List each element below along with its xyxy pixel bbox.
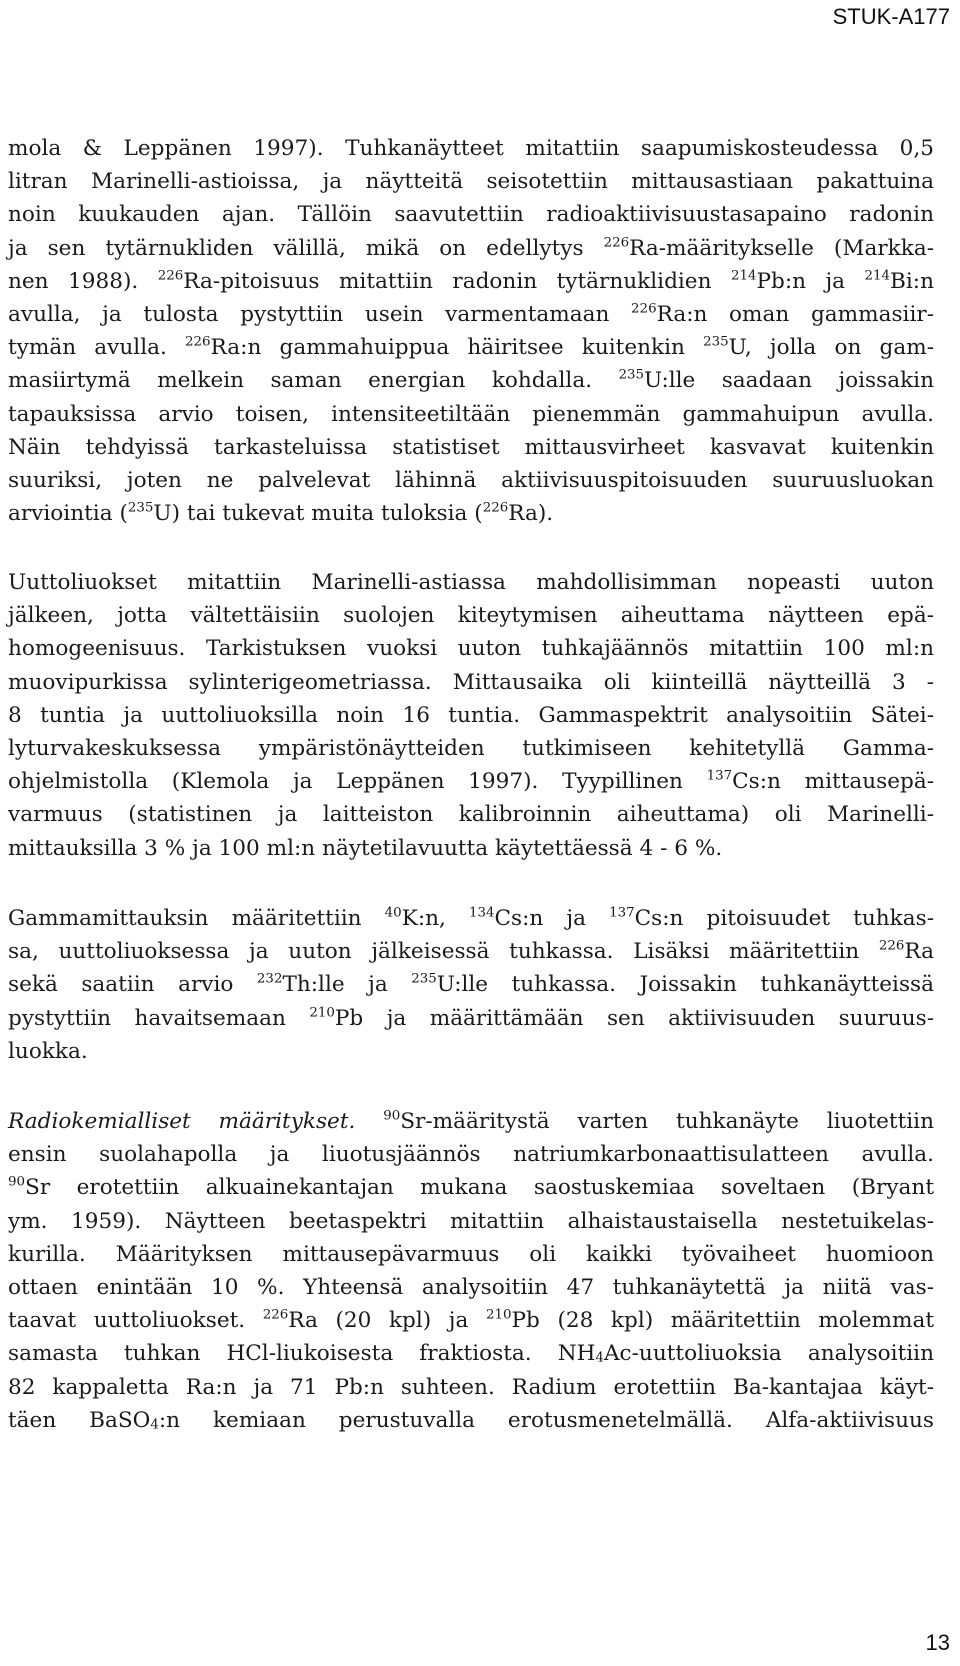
page-number: 13 [925, 1630, 950, 1655]
text-line: Uuttoliuokset mitattiin Marinelli-astiassa mahdollisimman nopeasti uuton [8, 570, 934, 595]
text-line: litran Marinelli-astioissa, ja näytteitä seisotettiin mittausastiaan pakattuina [8, 169, 934, 195]
text-line: muovipurkissa sylinterigeometriassa. Mittausaika oli kiinteillä näytteillä 3 - [8, 669, 934, 695]
text-line: nen 1988). $^{226}$Ra-pitoisuus mitattiin radonin tytärnuklidien $^{214}$Pb:n ja $^{214}$Bi:n [8, 268, 934, 294]
text-line: kurilla. Määrityksen mittausepävarmuus oli kaikki työvaiheet huomioon [8, 1241, 934, 1267]
text-line: ohjelmistolla (Klemola ja Leppänen 1997). Tyypillinen $^{137}$Cs:n mittausepä- [8, 768, 935, 795]
text-line: pystyttiin havaitsemaan $^{210}$Pb ja määrittämään sen aktiivisuuden suuruus- [8, 1005, 934, 1031]
text-line: masiirtymä melkein saman energian kohdalla. $^{235}$U:lle saadaan joissakin [8, 368, 934, 394]
section-heading: Radiokemialliset määritykset. [8, 1109, 356, 1134]
paragraph-2 [8, 566, 934, 865]
text-line: noin kuukauden ajan. Tällöin saavutettiin radioaktiivisuustasapaino radonin [8, 202, 934, 228]
text-line: mittauksilla 3 % ja 100 ml:n näytetilavuutta käytettäessä 4 - 6 %. [8, 835, 723, 861]
text-line: suuriksi, joten ne palvelevat lähinnä aktiivisuuspitoisuuden suuruusluokan [8, 468, 934, 494]
text-line: täen BaSO$_4$:n kemiaan perustuvalla erotusmenetelmällä. Alfa-aktiivisuus [8, 1407, 934, 1433]
text-line: sa, uuttoliuoksessa ja uuton jälkeisessä tuhkassa. Lisäksi määritettiin $^{226}$Ra [8, 938, 934, 965]
text-line: Radiokemialliset määritykset. $^{90}$Sr-määritystä varten tuhkanäyte liuotettiin [8, 1108, 934, 1134]
text-line: ottaen enintään 10 %. Yhteensä analysoitiin 47 tuhkanäytettä ja niitä vas- [8, 1275, 934, 1301]
paragraph-3 [8, 902, 934, 1068]
text-line: mola & Leppänen 1997). Tuhkanäytteet mitattiin saapumiskosteudessa 0,5 [8, 136, 934, 161]
text-line: ym. 1959). Näytteen beetaspektri mitattiin alhaistaustaisella nestetuikelas- [8, 1208, 934, 1234]
text-line: ja sen tytärnukliden välillä, mikä on edellytys $^{226}$Ra-määritykselle (Markka- [8, 235, 934, 261]
text-line: avulla, ja tulosta pystyttiin usein varmentamaan $^{226}$Ra:n oman gammasiir- [8, 301, 934, 328]
text-line: tapauksissa arvio toisen, intensiteetiltään pienemmän gammahuipun avulla. [8, 401, 934, 427]
text-line: luokka. [8, 1038, 88, 1064]
text-line: jälkeen, jotta vältettäisiin suolojen kiteytymisen aiheuttama näytteen epä- [8, 603, 934, 629]
text-line: 8 tuntia ja uuttoliuoksilla noin 16 tuntia. Gammaspektrit analysoitiin Sätei- [8, 702, 934, 728]
text-line: ensin suolahapolla ja liuotusjäännös natriumkarbonaattisulatteen avulla. [8, 1142, 934, 1168]
page-header: STUK-A177 [832, 4, 950, 29]
text-line: $^{90}$Sr erotettiin alkuainekantajan mukana saostuskemiaa soveltaen (Bryant [8, 1175, 934, 1201]
text-line: sekä saatiin arvio $^{232}$Th:lle ja $^{235}$U:lle tuhkassa. Joissakin tuhkanäytteissä [8, 972, 934, 998]
text-line: samasta tuhkan HCl-liukoisesta fraktiosta. $NH_4Ac$-uuttoliuoksia analysoitiin [8, 1341, 934, 1367]
paragraph-1 [8, 132, 934, 530]
text-line: homogeenisuus. Tarkistuksen vuoksi uuton tuhkajäännös mitattiin 100 ml:n [8, 636, 934, 662]
text-line: varmuus (statistinen ja laitteiston kalibroinnin aiheuttama) oli Marinelli- [8, 802, 934, 828]
text-line: arviointia ($^{235}$U) tai tukevat muita tuloksia ($^{226}$Ra). [8, 500, 554, 527]
text-line: 82 kappaletta Ra:n ja 71 Pb:n suhteen. Radium erotettiin Ba-kantajaa käyt- [8, 1374, 934, 1400]
text-line: taavat uuttoliuokset. $^{226}$Ra (20 kpl) ja $^{210}$Pb (28 kpl) määritettiin molemmat [8, 1307, 934, 1334]
text-line: Näin tehdyissä tarkasteluissa statistiset mittausvirheet kasvavat kuitenkin [8, 434, 934, 460]
text-line: tymän avulla. $^{226}$Ra:n gammahuippua häiritsee kuitenkin $^{235}$U, jolla on gam- [8, 334, 934, 361]
paragraph-4 [8, 1105, 934, 1437]
text-line: lyturvakeskuksessa ympäristönäytteiden tutkimiseen kehitetyllä Gamma- [8, 736, 934, 762]
text-line: Gammamittauksin määritettiin $^{40}$K:n, $^{134}$Cs:n ja $^{137}$Cs:n pitoisuudet tuhkas- [8, 905, 934, 931]
